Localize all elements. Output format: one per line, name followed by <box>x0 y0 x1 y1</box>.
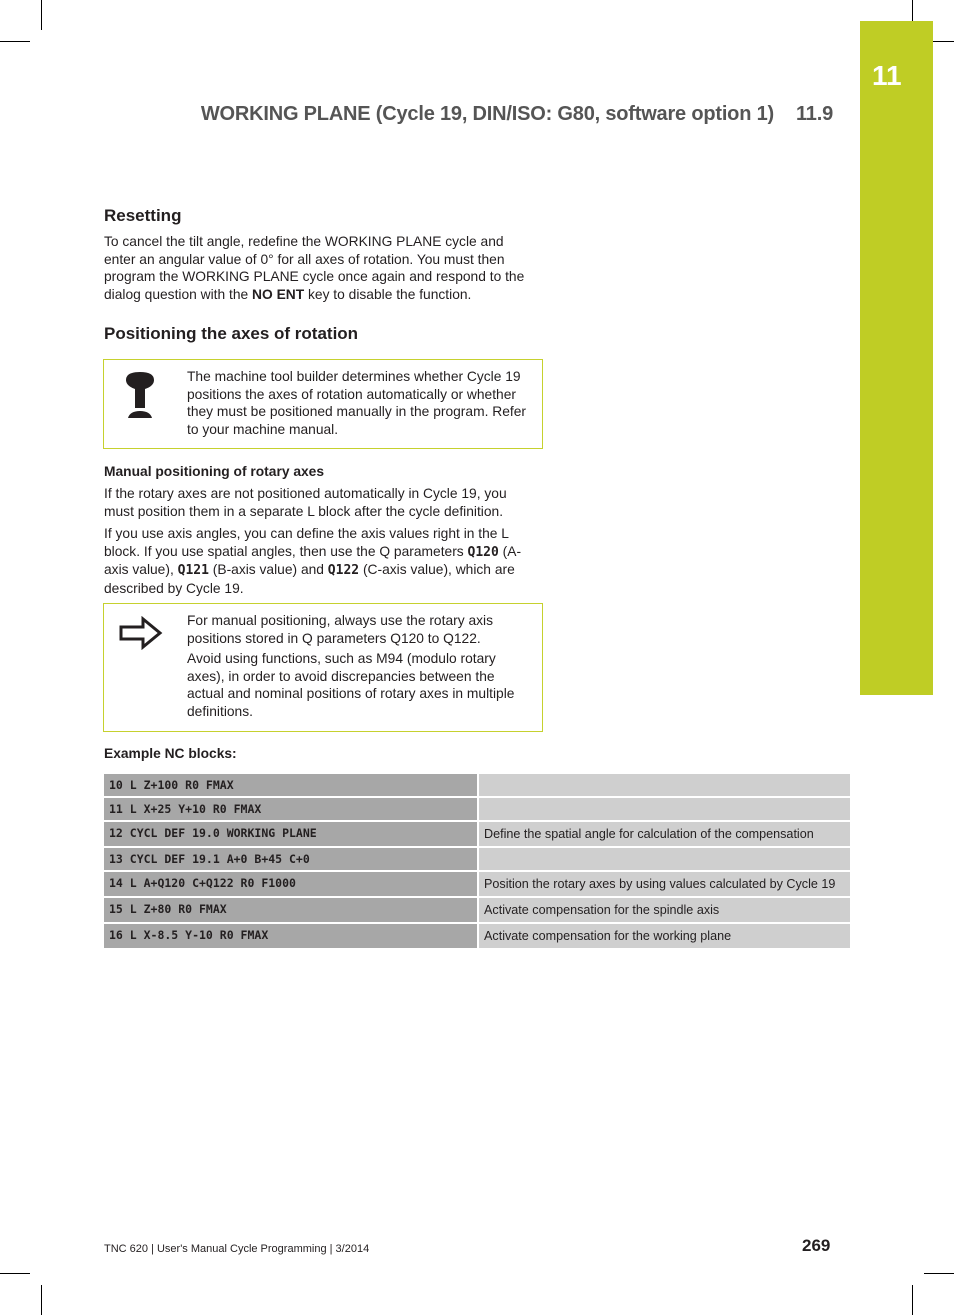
resetting-text: To cancel the tilt angle, redefine the WORKING PLANE cycle and enter an angular value of 0° for all axes of rotation. You must then program the WORKING PLANE cycle once again and respond to the dialog question with the <box>104 234 525 302</box>
nc-code-cell: 16 L X-8.5 Y-10 R0 FMAX <box>104 923 478 949</box>
positioning-heading: Positioning the axes of rotation <box>104 324 359 343</box>
note2-text-1: For manual positioning, always use the rotary axis positions stored in Q parameters Q120 to Q122. <box>187 613 493 646</box>
page-number: 269 <box>802 1236 831 1255</box>
crop-mark <box>924 1273 954 1274</box>
nc-description-cell: Position the rotary axes by using values calculated by Cycle 19 <box>478 871 850 897</box>
nc-code-cell: 12 CYCL DEF 19.0 WORKING PLANE <box>104 821 478 847</box>
footer-text: TNC 620 | User's Manual Cycle Programming | 3/2014 <box>104 1243 370 1255</box>
para2-text-2: (A-axis value), <box>104 543 522 578</box>
resetting-paragraph <box>104 233 536 303</box>
nc-description-cell <box>478 797 850 821</box>
crop-mark <box>912 1285 913 1315</box>
nc-description-cell: Activate compensation for the spindle axis <box>478 897 850 923</box>
nc-code-cell: 15 L Z+80 R0 FMAX <box>104 897 478 923</box>
para2-text-4: (C-axis value), which are described by Cycle 19. <box>104 562 515 596</box>
nc-code-cell: 10 L Z+100 R0 FMAX <box>104 774 478 797</box>
resetting-text-end: key to disable the function. <box>304 286 472 302</box>
crop-mark <box>0 41 30 42</box>
crop-mark <box>41 1285 42 1315</box>
manual-para-2 <box>104 525 536 597</box>
nc-description-cell: Define the spatial angle for calculation of the compensation <box>478 821 850 847</box>
manual-note-text <box>187 612 529 724</box>
resetting-heading: Resetting <box>104 206 182 225</box>
nc-code-cell: 11 L X+25 Y+10 R0 FMAX <box>104 797 478 821</box>
nc-description-cell <box>478 774 850 797</box>
table-row <box>104 923 850 949</box>
machine-note-box <box>103 359 543 449</box>
example-heading: Example NC blocks: <box>104 746 237 761</box>
para2-text-3: (B-axis value) and <box>208 562 328 578</box>
nc-code-cell: 14 L A+Q120 C+Q122 R0 F1000 <box>104 871 478 897</box>
chapter-number: 11 <box>872 60 902 91</box>
manual-positioning-heading: Manual positioning of rotary axes <box>104 464 325 479</box>
nc-blocks-table <box>104 774 850 950</box>
nc-description-cell: Activate compensation for the working plane <box>478 923 850 949</box>
nc-description-cell <box>478 847 850 871</box>
crop-mark <box>41 0 42 30</box>
table-row <box>104 847 850 871</box>
manual-note-box <box>103 603 543 732</box>
q121-param: Q121 <box>177 563 209 579</box>
machine-tool-icon <box>118 370 170 433</box>
header-title: WORKING PLANE (Cycle 19, DIN/ISO: G80, software option 1) <box>200 103 774 125</box>
note1-text: The machine tool builder determines whether Cycle 19 positions the axes of rotation automatically or whether they must be positioned manually in the program. Refer to your machine manual. <box>187 369 526 437</box>
running-header <box>0 103 833 126</box>
table-row <box>104 871 850 897</box>
table-row <box>104 897 850 923</box>
manual-para-1: If the rotary axes are not positioned automatically in Cycle 19, you must position them in a separate L block after the cycle definition. <box>104 486 507 519</box>
table-row <box>104 821 850 847</box>
nc-code-cell: 13 CYCL DEF 19.1 A+0 B+45 C+0 <box>104 847 478 871</box>
table-row <box>104 797 850 821</box>
q120-param: Q120 <box>467 544 499 560</box>
q122-param: Q122 <box>327 563 360 579</box>
arrow-right-icon <box>118 616 164 655</box>
para2-text-1: If you use axis angles, you can define the axis values right in the L block. If you use spatial angles, then use the Q parameters <box>104 526 509 559</box>
chapter-tab <box>860 21 933 695</box>
table-row <box>104 774 850 797</box>
crop-mark <box>0 1273 30 1274</box>
note2-text-2: Avoid using functions, such as M94 (modulo rotary axes), in order to avoid discrepancies between the actual and nominal positions of rotary axes in multiple definitions. <box>187 651 515 719</box>
section-number: 11.9 <box>795 103 833 125</box>
machine-note-text <box>187 368 529 441</box>
no-ent-key: NO ENT <box>252 286 305 302</box>
